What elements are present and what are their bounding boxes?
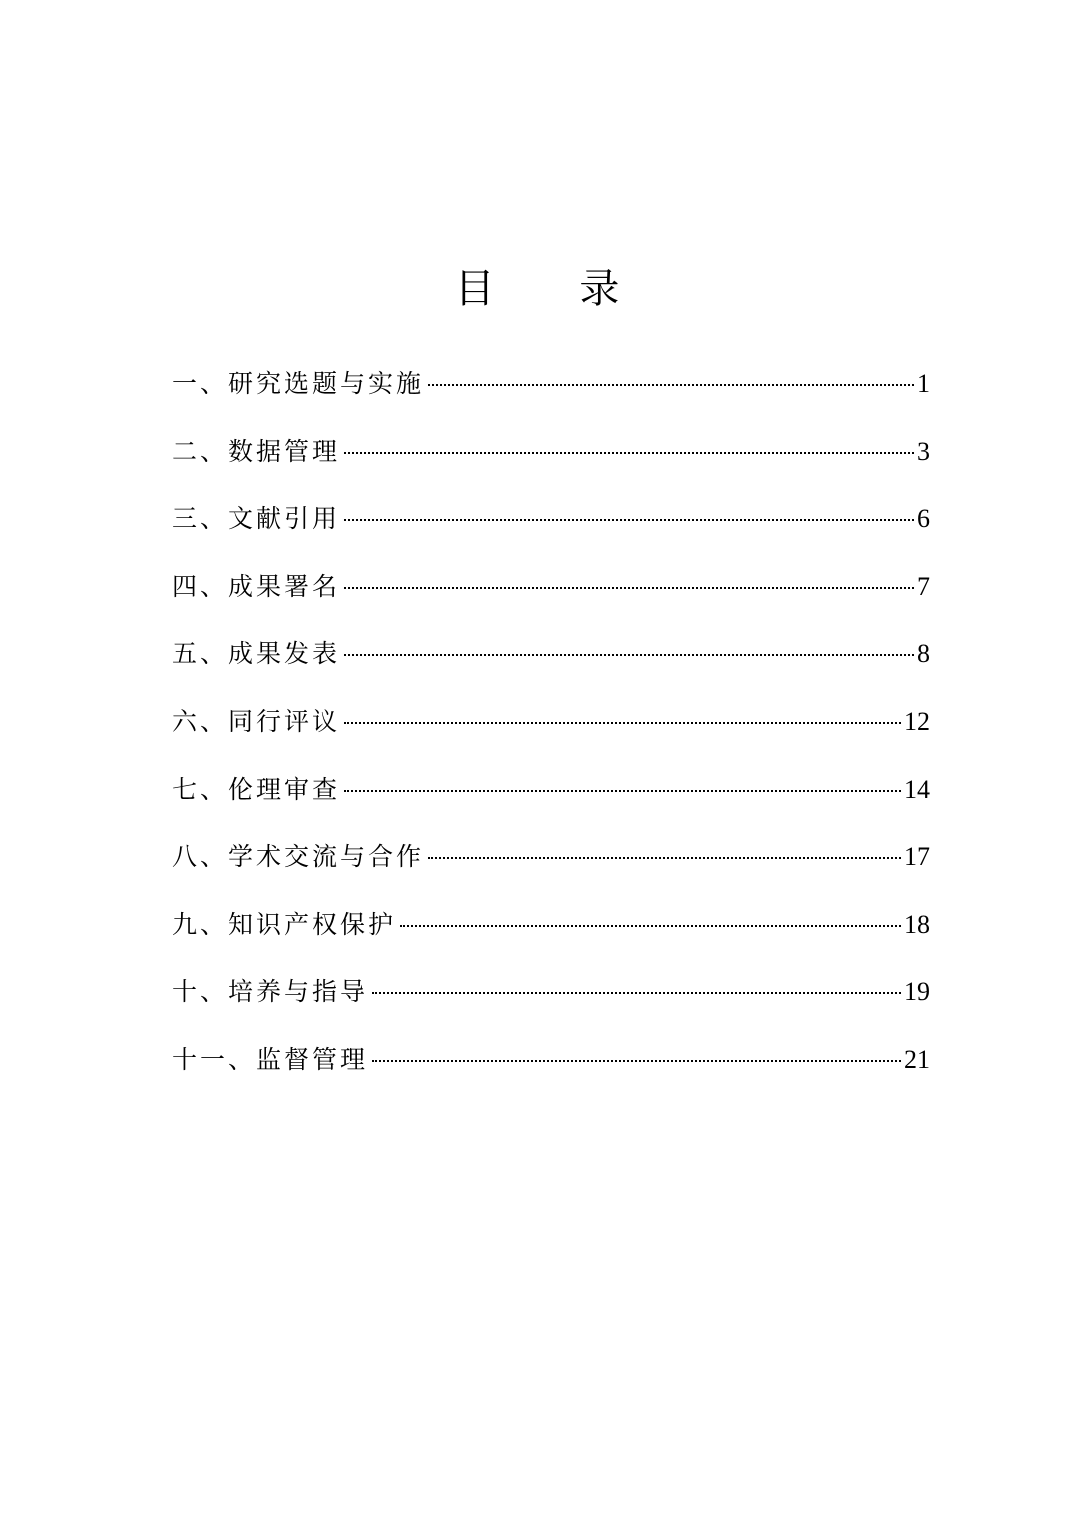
toc-dot-leader <box>428 857 901 859</box>
toc-entry[interactable] <box>172 831 930 899</box>
toc-entry[interactable] <box>172 628 930 696</box>
toc-dot-leader <box>344 519 914 521</box>
toc-dot-leader <box>344 722 901 724</box>
toc-entry-label: 二、数据管理 <box>172 436 341 466</box>
toc-dot-leader <box>400 925 901 927</box>
toc-entry-page: 21 <box>904 1044 930 1074</box>
toc-entry-page: 17 <box>904 842 930 872</box>
toc-entry[interactable] <box>172 696 930 764</box>
toc-entry-label: 三、文献引用 <box>172 504 341 534</box>
toc-entry-page: 14 <box>904 774 930 804</box>
toc-entry-page: 18 <box>904 909 930 939</box>
toc-entry-label: 五、成果发表 <box>172 639 341 669</box>
toc-entry-page: 3 <box>917 436 930 466</box>
toc-entry-page: 1 <box>917 369 930 398</box>
toc-entry[interactable] <box>172 899 930 967</box>
toc-entry-label: 六、同行评议 <box>172 706 341 736</box>
toc-entry-label: 一、研究选题与实施 <box>172 369 425 398</box>
toc-title: 目 录 <box>454 265 656 312</box>
toc-dot-leader <box>344 587 914 589</box>
toc-entry-label: 七、伦理审查 <box>172 774 341 804</box>
toc-entry-page: 7 <box>917 571 930 601</box>
toc-dot-leader <box>344 790 901 792</box>
toc-entry-page: 12 <box>904 706 930 736</box>
toc-entry-page: 19 <box>904 977 930 1007</box>
toc-entry[interactable] <box>172 426 930 494</box>
toc-entry[interactable] <box>172 493 930 561</box>
toc-entry[interactable] <box>172 1034 930 1102</box>
toc-dot-leader <box>372 992 901 994</box>
toc-entry-label: 十、培养与指导 <box>172 977 369 1007</box>
toc-entry-page: 8 <box>917 639 930 669</box>
toc-entry-label: 十一、监督管理 <box>172 1044 369 1074</box>
toc-entry-label: 九、知识产权保护 <box>172 909 397 939</box>
toc-entry-label: 四、成果署名 <box>172 571 341 601</box>
toc-entry[interactable] <box>172 358 930 426</box>
toc-dot-leader <box>344 452 914 454</box>
toc-entry-label: 八、学术交流与合作 <box>172 842 425 872</box>
toc-dot-leader <box>428 384 914 386</box>
table-of-contents <box>172 358 930 1102</box>
toc-entry[interactable] <box>172 966 930 1034</box>
toc-dot-leader <box>344 654 914 656</box>
toc-entry-page: 6 <box>917 504 930 534</box>
toc-dot-leader <box>372 1060 901 1062</box>
toc-entry[interactable] <box>172 561 930 629</box>
toc-entry[interactable] <box>172 764 930 832</box>
